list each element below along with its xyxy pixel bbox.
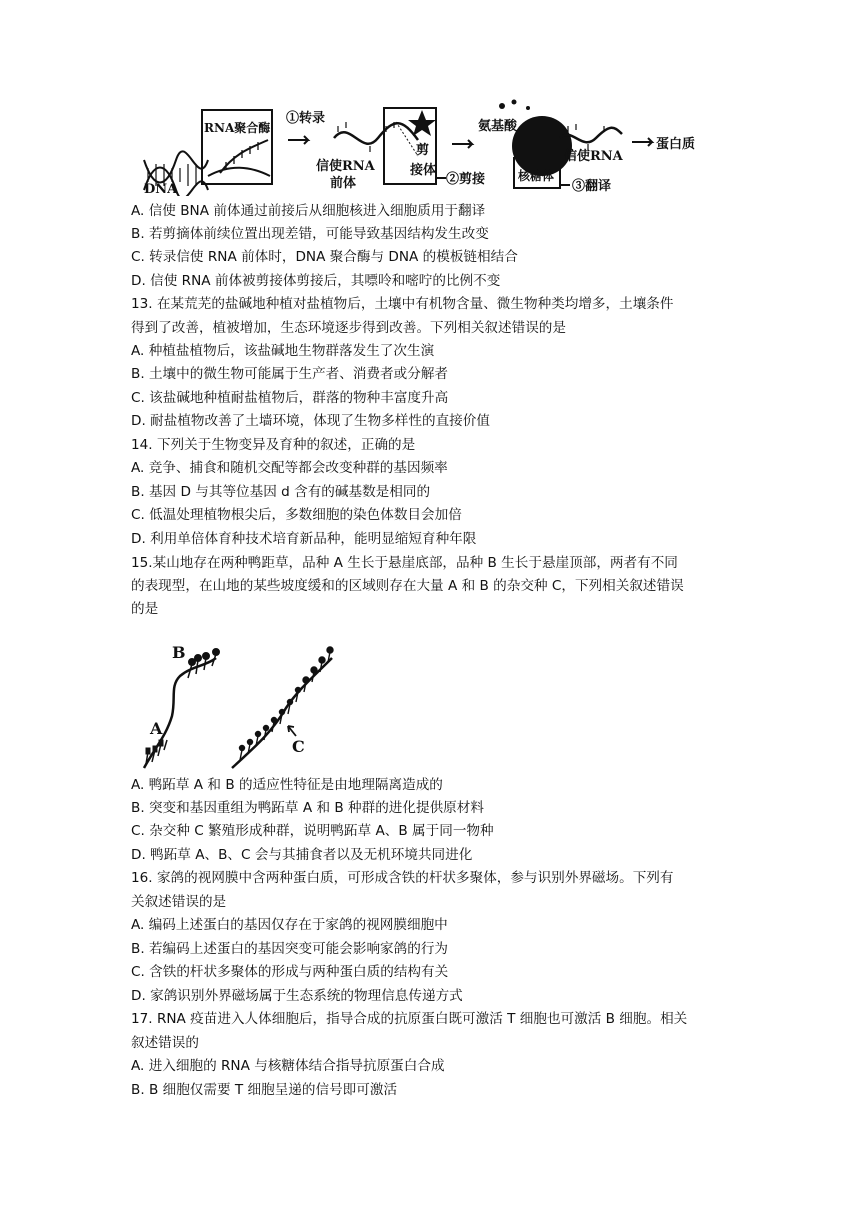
q16-option-a: A. 编码上述蛋白的基因仅存在于家鸽的视网膜细胞中 bbox=[131, 917, 448, 933]
q14-option-b: B. 基因 D 与其等位基因 d 含有的碱基数是相同的 bbox=[131, 484, 431, 500]
q13-option-b: B. 土壤中的微生物可能属于生产者、消费者或分解者 bbox=[131, 366, 449, 382]
q13-stem-line-2: 得到了改善，植被增加，生态环境逐步得到改善。下列相关叙述错误的是 bbox=[131, 320, 566, 336]
q14-stem: 14. 下列关于生物变异及育种的叙述，正确的是 bbox=[131, 437, 416, 453]
transcription-step-label: ①转录 bbox=[286, 111, 326, 126]
q15-stem-line-1: 15.某山地存在两种鸭距草，品种 A 生长于悬崖底部，品种 B 生长于悬崖顶部，两者有不同 bbox=[131, 555, 678, 571]
hybrid-c-label: C bbox=[292, 737, 305, 756]
mrna-precursor-label-2: 前体 bbox=[330, 176, 357, 191]
arrow-icon bbox=[452, 140, 472, 148]
arrow-icon bbox=[632, 138, 652, 146]
q14-option-d: D. 利用单倍体育种技术培育新品种，能明显缩短育种年限 bbox=[131, 531, 477, 547]
q17-option-a: A. 进入细胞的 RNA 与核糖体结合指导抗原蛋白合成 bbox=[131, 1058, 445, 1074]
gene-expression-diagram bbox=[140, 98, 720, 196]
q16-stem-line-1: 16. 家鸽的视网膜中含两种蛋白质，可形成含铁的杆状多聚体，参与识别外界磁场。下列有 bbox=[131, 870, 674, 886]
amino-acid-label: 氨基酸 bbox=[478, 119, 518, 134]
protein-label: 蛋白质 bbox=[656, 137, 696, 152]
q12-option-b: B. 若剪摘体前续位置出现差错，可能导致基因结构发生改变 bbox=[131, 226, 489, 242]
q15-option-b: B. 突变和基因重组为鸭跖草 A 和 B 种群的进化提供原材料 bbox=[131, 800, 484, 816]
plant-b-label: B bbox=[172, 643, 186, 662]
q15-stem-line-3: 的是 bbox=[131, 601, 159, 617]
q16-stem-line-2: 关叙述错误的是 bbox=[131, 894, 227, 910]
translation-step-label: ③翻译 bbox=[572, 179, 612, 194]
q17-stem-line-1: 17. RNA 疫苗进入人体细胞后，指导合成的抗原蛋白既可激活 T 细胞也可激活 B 细胞。相关 bbox=[131, 1011, 688, 1027]
cliff-plant-figure bbox=[136, 636, 366, 772]
mrna-label: 信使RNA bbox=[564, 149, 623, 164]
q13-option-d: D. 耐盐植物改善了土墙环境，体现了生物多样性的直接价值 bbox=[131, 413, 490, 429]
spliceosome-label-1: 剪 bbox=[416, 143, 430, 158]
q13-option-c: C. 该盐碱地种植耐盐植物后，群落的物种丰富度升高 bbox=[131, 390, 449, 406]
q16-option-d: D. 家鸽识别外界磁场属于生态系统的物理信息传递方式 bbox=[131, 988, 463, 1004]
q17-stem-line-2: 叙述错误的 bbox=[131, 1035, 199, 1051]
spliceosome-label-2: 接体 bbox=[410, 163, 437, 178]
q12-option-d: D. 信使 RNA 前体被剪接体剪接后，其嘌呤和嘧咛的比例不变 bbox=[131, 273, 501, 289]
q16-option-c: C. 含铁的杆状多聚体的形成与两种蛋白质的结构有关 bbox=[131, 964, 449, 980]
hybrid-plants-icon bbox=[240, 647, 334, 760]
ribosome-icon bbox=[512, 116, 572, 176]
splicing-step-label: ②剪接 bbox=[446, 172, 486, 187]
q15-option-d: D. 鸭跖草 A、B、C 会与其捕食者以及无机环境共同进化 bbox=[131, 847, 473, 863]
q12-option-a: A. 信使 BNA 前体通过前接后从细胞核进入细胞质用于翻译 bbox=[131, 203, 486, 219]
arrow-icon bbox=[288, 136, 308, 144]
q15-option-c: C. 杂交种 C 繁殖形成种群，说明鸭跖草 A、B 属于同一物种 bbox=[131, 823, 494, 839]
q14-option-c: C. 低温处理植物根尖后，多数细胞的染色体数目会加倍 bbox=[131, 507, 462, 523]
q16-option-b: B. 若编码上述蛋白的基因突变可能会影响家鸽的行为 bbox=[131, 941, 449, 957]
q13-stem-line-1: 13. 在某荒芜的盐碱地种植对盐植物后，土壤中有机物含量、微生物种类均增多，土壤条件 bbox=[131, 296, 674, 312]
arrow-icon bbox=[288, 726, 296, 736]
plant-a-label: A bbox=[150, 719, 163, 738]
ribosome-label: 核糖体 bbox=[518, 169, 555, 183]
dna-label: DNA bbox=[144, 182, 178, 196]
rna-polymerase-label: RNA聚合酶 bbox=[204, 121, 271, 135]
q15-option-a: A. 鸭跖草 A 和 B 的适应性特征是由地理隔离造成的 bbox=[131, 777, 443, 793]
q12-option-c: C. 转录信使 RNA 前体时，DNA 聚合酶与 DNA 的模板链相结合 bbox=[131, 249, 518, 265]
mrna-precursor-label-1: 信使RNA bbox=[316, 159, 375, 174]
q13-option-a: A. 种植盐植物后，该盐碱地生物群落发生了次生演 bbox=[131, 343, 435, 359]
q15-stem-line-2: 的表现型，在山地的某些坡度缓和的区域则存在大量 A 和 B 的杂交种 C，下列相关叙述错误 bbox=[131, 578, 684, 594]
q17-option-b: B. B 细胞仅需要 T 细胞呈递的信号即可激活 bbox=[131, 1082, 398, 1098]
q14-option-a: A. 竞争、捕食和随机交配等都会改变种群的基因频率 bbox=[131, 460, 448, 476]
